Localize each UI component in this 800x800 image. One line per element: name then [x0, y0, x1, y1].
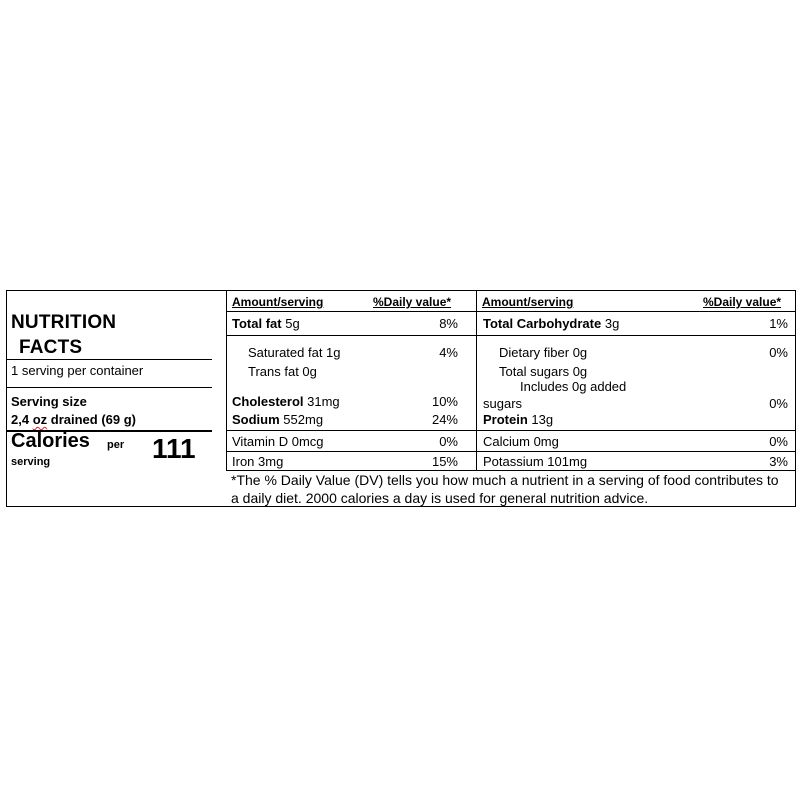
serving-size-label: Serving size [11, 394, 87, 409]
total-fat-row: Total fat 5g [232, 316, 300, 331]
divider-title [7, 359, 212, 360]
dietary-fiber-row: Dietary fiber 0g [499, 345, 588, 360]
sodium-dv: 24% [431, 412, 458, 427]
total-carb-dv: 1% [769, 316, 788, 331]
added-sugars-dv: 0% [769, 396, 788, 411]
saturated-fat-dv: 4% [439, 345, 458, 360]
protein-row: Protein 13g [483, 412, 554, 427]
serving-size-amount: 2,4 oz drained (69 g) [11, 412, 136, 427]
divider-sodium [227, 430, 795, 431]
header-daily-left: %Daily value* [373, 295, 452, 309]
calories-value: 111 [152, 433, 196, 464]
iron-row: Iron 3mg [232, 454, 284, 469]
divider-header [227, 311, 795, 312]
total-carb-row: Total Carbohydrate 3g [483, 316, 620, 331]
column-divider-middle [476, 291, 477, 471]
divider-vitamin-d [227, 451, 795, 452]
calories-serving: serving [11, 456, 51, 468]
cholesterol-dv: 10% [431, 394, 458, 409]
dietary-fiber-dv: 0% [769, 345, 788, 360]
potassium-row: Potassium 101mg [483, 454, 588, 469]
trans-fat-row: Trans fat 0g [248, 364, 317, 379]
servings-per-container: 1 serving per container [11, 363, 144, 378]
vitamin-d-dv: 0% [439, 434, 458, 449]
calcium-dv: 0% [769, 434, 788, 449]
divider-fat [227, 335, 795, 336]
title-line-1: NUTRITION [11, 312, 117, 333]
added-sugars-line-2: sugars [483, 396, 523, 411]
total-sugars-row: Total sugars 0g [499, 364, 588, 379]
sodium-row: Sodium 552mg [232, 412, 324, 427]
saturated-fat-row: Saturated fat 1g [248, 345, 341, 360]
title-line-2: FACTS [19, 337, 83, 358]
calories-label: Calories [11, 430, 90, 452]
potassium-dv: 3% [769, 454, 788, 469]
calcium-row: Calcium 0mg [483, 434, 559, 449]
header-amount-left: Amount/serving [232, 295, 324, 309]
calories-per: per [107, 439, 125, 451]
total-fat-dv: 8% [439, 316, 458, 331]
divider-footnote [227, 470, 795, 471]
added-sugars-line-1: Includes 0g added [520, 379, 627, 394]
footnote-line-1: *The % Daily Value (DV) tells you how much a nutrient in a serving of food contributes to [231, 472, 779, 488]
vitamin-d-row: Vitamin D 0mcg [232, 434, 324, 449]
header-amount-right: Amount/serving [482, 295, 574, 309]
column-divider-left [226, 291, 227, 471]
cholesterol-row: Cholesterol 31mg [232, 394, 340, 409]
footnote-line-2: a daily diet. 2000 calories a day is used for general nutrition advice. [231, 490, 649, 506]
divider-servings [7, 387, 212, 388]
header-daily-right: %Daily value* [703, 295, 782, 309]
iron-dv: 15% [431, 454, 458, 469]
